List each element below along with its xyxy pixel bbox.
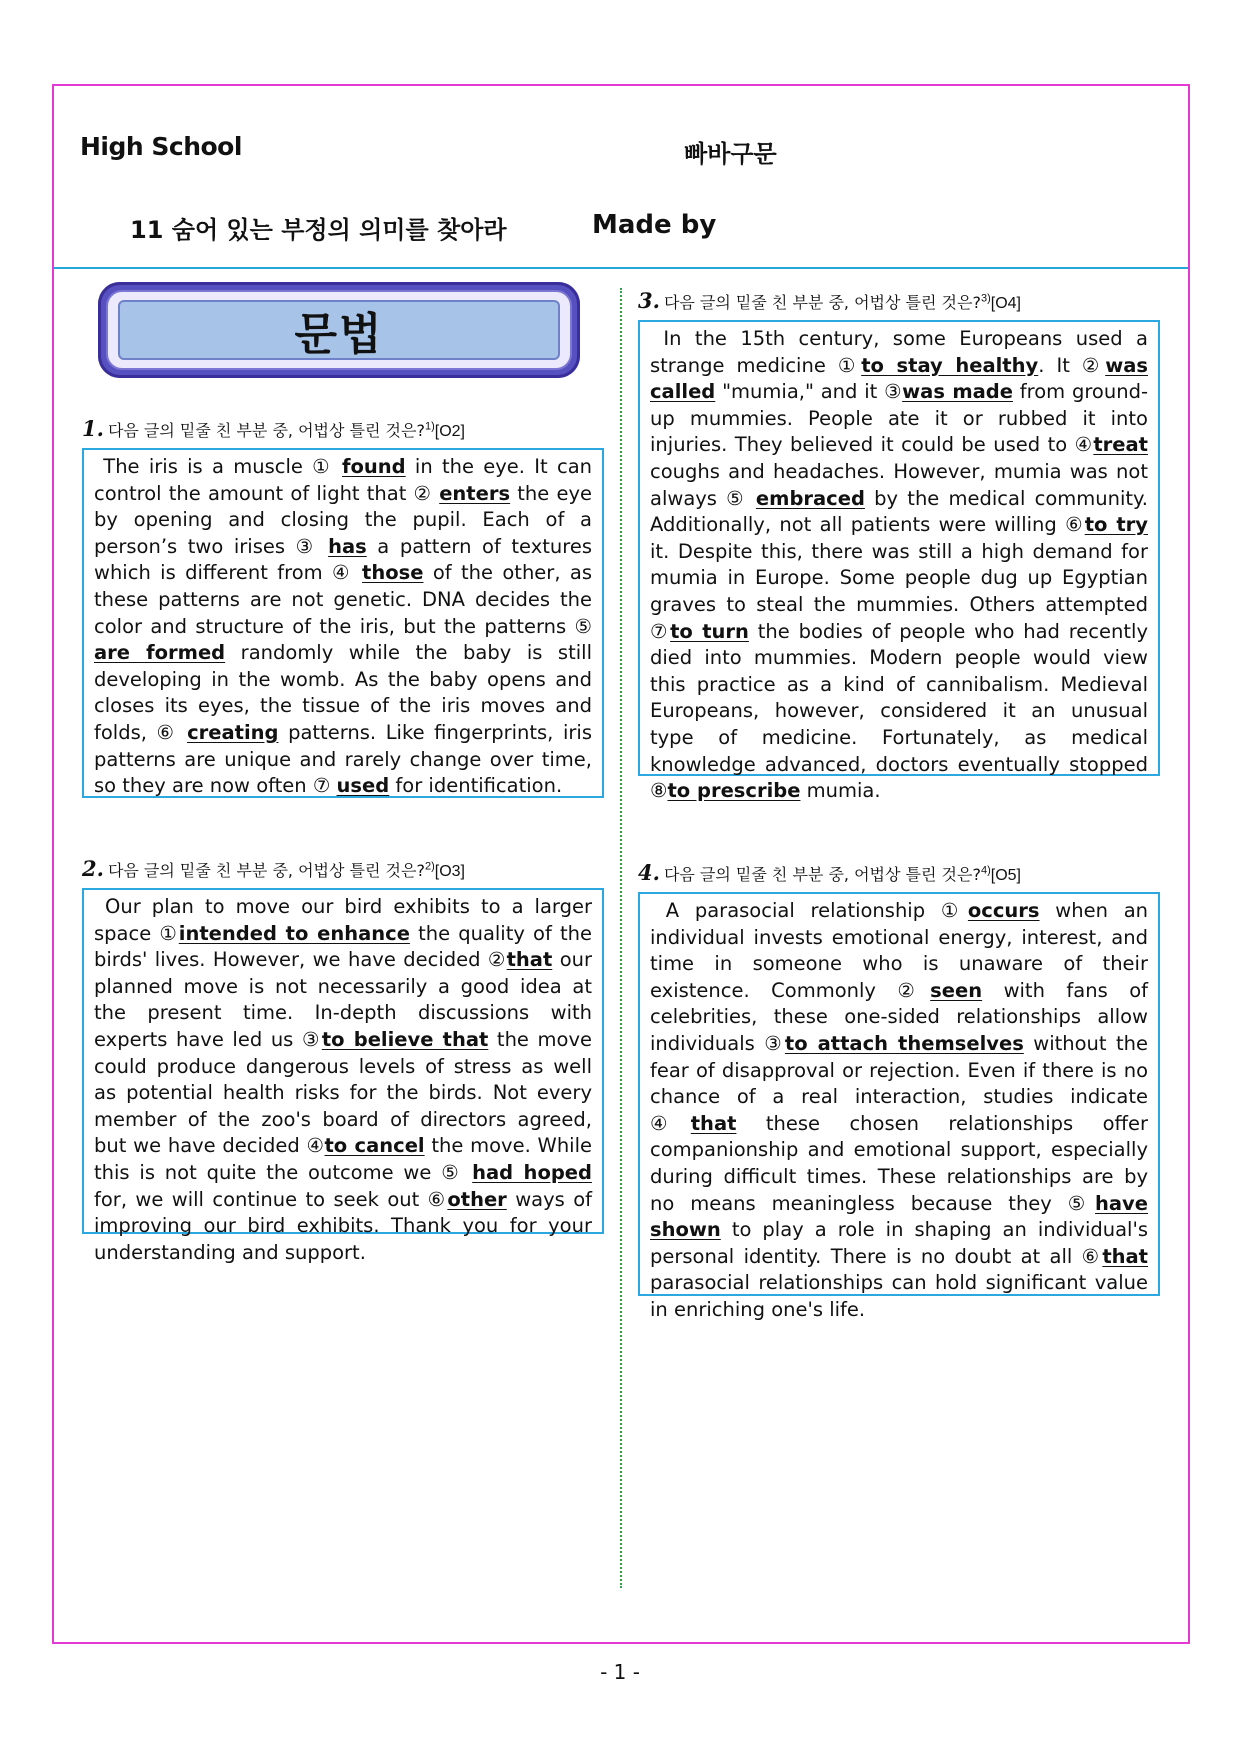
section-title: 문법 — [294, 309, 384, 360]
question-number: 4. — [638, 860, 660, 885]
passage-text: parasocial relationships can hold significant value in enriching one's life. — [650, 1271, 1148, 1321]
question-code: [O3] — [434, 863, 465, 880]
underlined-choice: has — [328, 534, 367, 558]
passage-text: patterns. Like fingerprints, iris patterns are unique and rarely change over time, so they are now often ⑦ — [94, 720, 593, 798]
underlined-choice: intended to enhance — [178, 921, 410, 945]
passage-text: without the fear of disapproval or rejection. Even if there is no chance of a real interaction, studies indicate ④ — [650, 1031, 1148, 1135]
underlined-choice: to attach themselves — [784, 1031, 1024, 1055]
underlined-choice: treat — [1093, 433, 1148, 457]
question-prompt: 다음 글의 밑줄 친 부분 중, 어법상 틀린 것은? — [107, 861, 425, 880]
column-divider — [620, 288, 622, 1588]
question-3-passage — [638, 320, 1160, 803]
underlined-choice: to prescribe — [667, 779, 801, 803]
header-divider — [54, 267, 1188, 269]
passage-text: A parasocial relationship ① — [650, 899, 968, 922]
passage-text: ways of improving our bird exhibits. Thank you for your understanding and support. — [94, 1187, 592, 1264]
passage-text: randomly while the baby is still developing in the womb. As the baby opens and closes its eyes, the tissue of the iris moves and folds, ⑥ — [94, 641, 592, 744]
section-banner — [98, 282, 580, 378]
passage-text: it. Despite this, there was still a high demand for mumia in Europe. Some people dug up Egyptian graves to steal the mummies. Others attempted ⑦ — [650, 539, 1148, 643]
underlined-choice: seen — [930, 978, 983, 1002]
passage-text: the move could produce dangerous levels of stress as well as potential health risks for the birds. Not every member of the zoo's board of directors agreed, but we have decided ④ — [94, 1027, 592, 1158]
underlined-choice: other — [447, 1187, 507, 1211]
footnote-ref: 3) — [980, 292, 991, 305]
passage-text: for identification. — [389, 774, 563, 798]
passage-text: In the 15th century, some Europeans used a strange medicine ① — [650, 327, 1148, 377]
question-prompt: 다음 글의 밑줄 친 부분 중, 어법상 틀린 것은? — [663, 293, 981, 312]
underlined-choice: to turn — [670, 619, 749, 643]
underlined-choice: was made — [902, 380, 1013, 404]
question-4-heading — [638, 860, 1021, 885]
passage-text: with fans of celebrities, these one-sided relationships allow individuals ③ — [650, 978, 1148, 1055]
passage-text: from ground-up mummies. People ate it or rubbed it into injuries. They believed it could be used to ④ — [650, 380, 1148, 457]
underlined-choice: occurs — [967, 899, 1040, 922]
question-number: 3. — [638, 288, 660, 313]
question-number: 1. — [82, 416, 104, 441]
passage-text: by the medical community. Additionally, not all patients were willing ⑥ — [650, 486, 1148, 537]
underlined-choice: had hoped — [472, 1160, 592, 1184]
underlined-choice: are formed — [94, 641, 226, 665]
passage-text: for, we will continue to seek out ⑥ — [94, 1187, 448, 1211]
passage-text: in the eye. It can control the amount of light that ② — [94, 455, 593, 505]
passage-text: a pattern of textures which is different from ④ — [94, 534, 593, 585]
underlined-choice: was called — [650, 353, 1148, 404]
question-prompt: 다음 글의 밑줄 친 부분 중, 어법상 틀린 것은? — [663, 865, 981, 884]
footnote-ref: 2) — [424, 860, 435, 873]
question-prompt: 다음 글의 밑줄 친 부분 중, 어법상 틀린 것은? — [107, 421, 425, 440]
page-number: - 1 - — [600, 1660, 640, 1684]
passage-text: coughs and headaches. However, mumia was not always ⑤ — [650, 459, 1148, 510]
question-1-passage — [82, 448, 604, 798]
underlined-choice: embraced — [755, 486, 865, 510]
question-code: [O4] — [990, 295, 1021, 312]
made-by-label: Made by — [592, 210, 717, 240]
passage-text: to play a role in shaping an individual's personal identity. There is no doubt at all ⑥ — [650, 1218, 1148, 1268]
underlined-choice: those — [362, 561, 424, 585]
underlined-choice: that — [1102, 1244, 1148, 1268]
underlined-choice: to believe that — [321, 1027, 489, 1051]
underlined-choice: enters — [439, 481, 511, 505]
passage-text: the move. While this is not quite the outcome we ⑤ — [94, 1134, 593, 1184]
passage-text: the quality of the birds' lives. However, we have decided ② — [94, 921, 592, 972]
section-banner-core — [118, 300, 560, 360]
underlined-choice: to try — [1084, 513, 1148, 537]
underlined-choice: found — [342, 455, 406, 478]
underlined-choice: to cancel — [324, 1134, 425, 1158]
question-code: [O2] — [434, 423, 465, 440]
passage-text: when an individual invests emotional energy, interest, and time in someone who is unaware of their existence. Commonly ② — [650, 899, 1149, 1002]
passage-text: our planned move is not necessarily a good idea at the present time. In-depth discussions with experts have led us ③ — [94, 948, 592, 1051]
underlined-choice: that — [506, 948, 553, 972]
question-4-passage — [638, 892, 1160, 1321]
lesson-title: 11 숨어 있는 부정의 의미를 찾아라 — [130, 216, 507, 244]
question-3-heading — [638, 288, 1021, 313]
passage-text: the eye by opening and closing the pupil. Each of a person’s two irises ③ — [94, 481, 592, 558]
question-number: 2. — [82, 856, 104, 881]
underlined-choice: that — [690, 1111, 737, 1135]
passage-text: The iris is a muscle ① — [94, 455, 343, 478]
series-title: 빠바구문 — [684, 140, 777, 168]
passage-text: . It ② — [1038, 353, 1106, 377]
underlined-choice: used — [336, 774, 390, 798]
question-1-heading — [82, 416, 465, 441]
footnote-ref: 1) — [424, 420, 435, 433]
underlined-choice: creating — [187, 720, 279, 744]
question-2-passage — [82, 888, 604, 1264]
passage-text: "mumia," and it ③ — [715, 380, 903, 404]
footnote-ref: 4) — [980, 864, 991, 877]
passage-text: of the other, as these patterns are not genetic. DNA decides the color and structure of the iris, but the patterns ⑤ — [94, 561, 592, 638]
passage-text: mumia. — [800, 779, 881, 803]
question-code: [O5] — [990, 867, 1021, 884]
underlined-choice: have shown — [650, 1191, 1148, 1242]
passage-text: Our plan to move our bird exhibits to a larger space ① — [94, 895, 592, 945]
underlined-choice: to stay healthy — [861, 353, 1039, 377]
school-level-label: High School — [80, 132, 242, 161]
question-2-heading — [82, 856, 465, 881]
passage-text: the bodies of people who had recently died into mummies. Modern people would view this practice as a kind of cannibalism. Medieval Europeans, however, considered it an unusual type of medicine. Fortunately, as medical knowledge advanced, doctors eventually stopped ⑧ — [650, 619, 1148, 803]
passage-text: these chosen relationships offer companionship and emotional support, especially during difficult times. These relationships are by no means meaningless because they ⑤ — [650, 1111, 1149, 1215]
